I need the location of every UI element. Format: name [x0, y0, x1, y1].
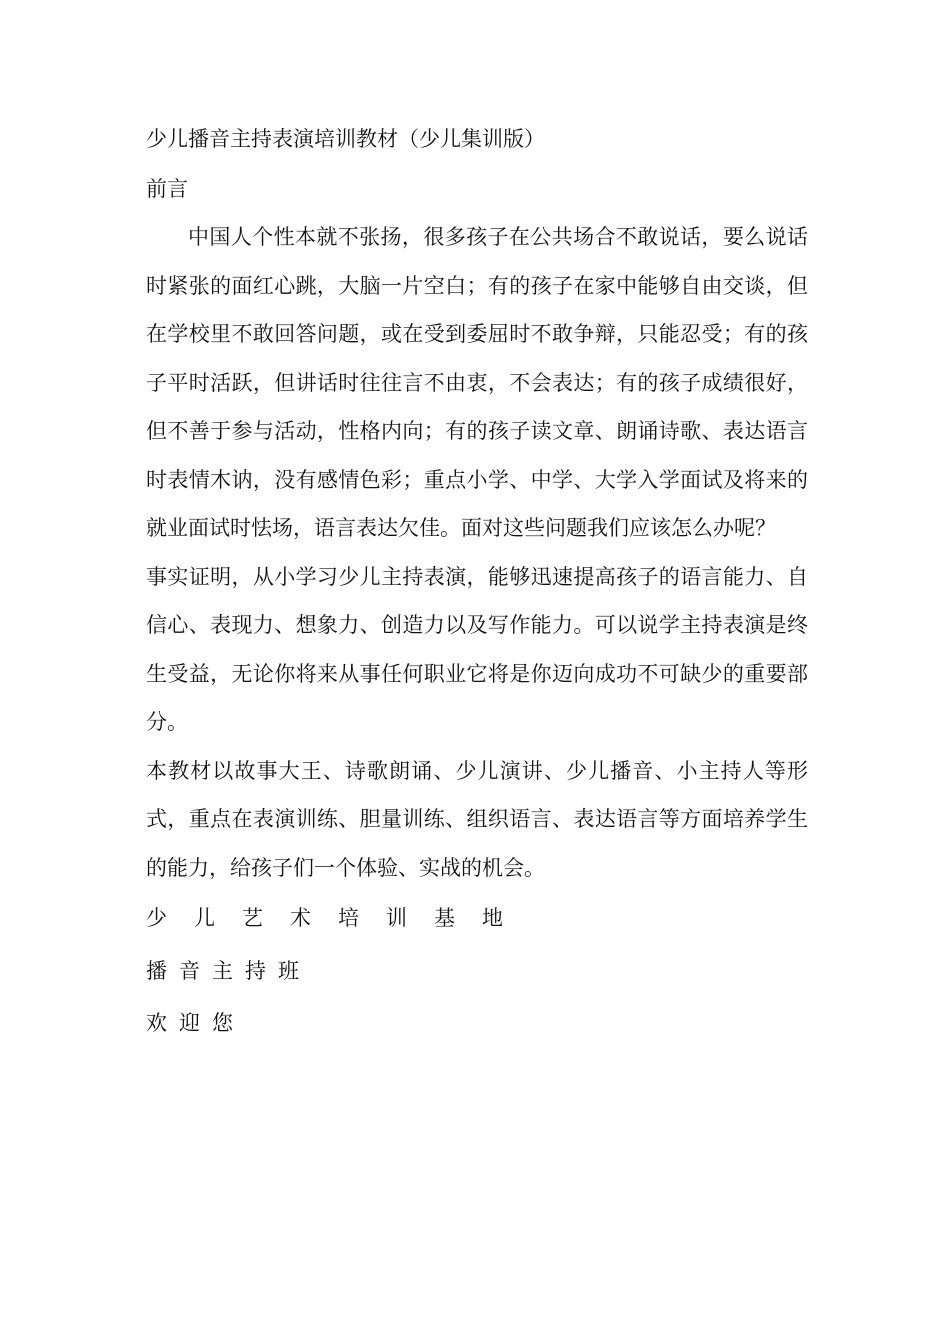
- section-heading: 前言: [146, 176, 188, 201]
- closing-line-class: 播音主持班: [146, 958, 311, 983]
- document-body: [146, 115, 808, 1048]
- paragraph-intro: 中国人个性本就不张扬，很多孩子在公共场合不敢说话，要么说话时紧张的面红心跳，大脑一片空白；有的孩子在家中能够自由交谈，但在学校里不敢回答问题，或在受到委屈时不敢争辩，只能忍受；有的孩子平时活跃，但讲话时往往言不由衷，不会表达；有的孩子成绩很好，但不善于参与活动，性格内向；有的孩子读文章、朗诵诗歌、表达语言时表情木讷，没有感情色彩；重点小学、中学、大学入学面试及将来的就业面试时怯场，语言表达欠佳。面对这些问题我们应该怎么办呢？: [146, 225, 808, 540]
- document-title: 少儿播音主持表演培训教材（少儿集训版）: [146, 127, 545, 151]
- paragraph-textbook: 本教材以故事大王、诗歌朗诵、少儿演讲、少儿播音、小主持人等形式，重点在表演训练、胆量训练、组织语言、表达语言等方面培养学生的能力，给孩子们一个体验、实战的机会。: [146, 758, 808, 880]
- closing-line-base: 少儿艺术培训基地: [146, 906, 530, 930]
- closing-line-welcome: 欢迎您: [146, 1011, 245, 1035]
- paragraph-facts: 事实证明，从小学习少儿主持表演，能够迅速提高孩子的语言能力、自信心、表现力、想象力、创造力以及写作能力。可以说学主持表演是终生受益，无论你将来从事任何职业它将是你迈向成功不可缺少的重要部分。: [146, 564, 808, 734]
